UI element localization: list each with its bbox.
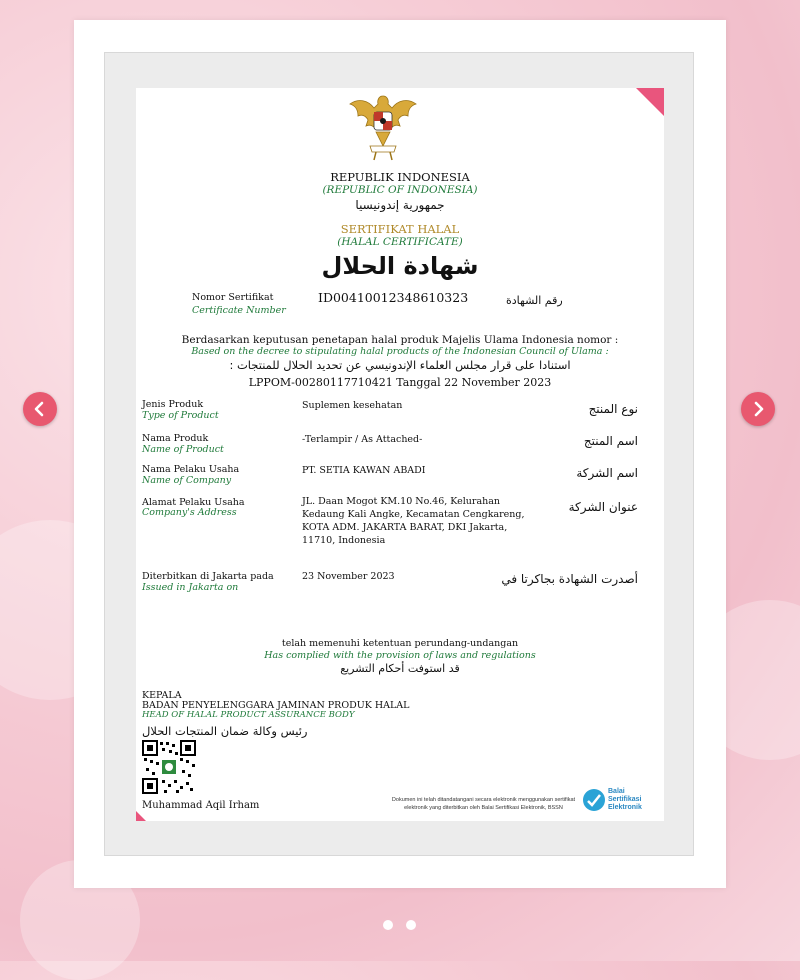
company-address-label-en: Company's Address	[142, 507, 237, 518]
company-name-value: PT. SETIA KAWAN ABADI	[302, 465, 426, 476]
signatory-name: Muhammad Aqil Irham	[142, 800, 260, 811]
issued-label-ar: أصدرت الشهادة بجاكرتا في	[501, 572, 638, 586]
company-address-label: Alamat Pelaku Usaha	[142, 497, 245, 508]
certificate-title: SERTIFIKAT HALAL	[340, 222, 460, 236]
e-sign-line: Dokumen ini telah ditandatangani secara elektronik menggunakan sertifikat	[391, 797, 576, 803]
product-type-label: Jenis Produk	[142, 399, 204, 410]
certificate-number-label-ar: رقم الشهادة	[506, 294, 563, 307]
issued-label-en: Issued in Jakarta on	[142, 582, 239, 593]
head-title: KEPALA	[142, 690, 182, 701]
compliance-text-en: Has complied with the provision of laws and regulations	[264, 650, 536, 661]
agency-name-ar: رئيس وكالة ضمان المنتجات الحلال	[142, 724, 308, 738]
decree-text-en: Based on the decree to stipulating halal products of the Indonesian Council of Ulama :	[191, 346, 609, 357]
halal-certificate	[136, 88, 664, 821]
country-name: REPUBLIK INDONESIA	[330, 170, 470, 184]
address-line: JL. Daan Mogot KM.10 No.46, Kelurahan	[302, 496, 501, 507]
product-type-value: Suplemen kesehatan	[302, 400, 403, 411]
company-address-label-ar: عنوان الشركة	[568, 500, 638, 514]
agency-name-en: HEAD OF HALAL PRODUCT ASSURANCE BODY	[142, 710, 355, 720]
product-type-label-en: Type of Product	[142, 410, 219, 421]
certificate-title-ar: شهادة الحلال	[321, 252, 479, 280]
country-name-ar: جمهورية إندونيسيا	[355, 198, 445, 212]
bsre-logo-icon	[582, 788, 606, 812]
certificate-title-en: (HALAL CERTIFICATE)	[337, 236, 463, 248]
bsre-line: Sertifikasi	[608, 796, 642, 803]
bsre-line: Balai	[608, 788, 625, 795]
address-line: KOTA ADM. JAKARTA BARAT, DKI Jakarta,	[302, 522, 508, 533]
issued-date: 23 November 2023	[302, 571, 395, 582]
compliance-text: telah memenuhi ketentuan perundang-undangan	[281, 638, 519, 649]
carousel-dot[interactable]	[383, 920, 393, 930]
agency-name: BADAN PENYELENGGARA JAMINAN PRODUK HALAL	[142, 700, 410, 711]
address-line: 11710, Indonesia	[302, 535, 386, 546]
issued-label: Diterbitkan di Jakarta pada	[142, 571, 274, 582]
garuda-emblem-icon	[348, 90, 418, 162]
e-sign-notice	[386, 796, 581, 812]
decree-text-ar: استنادا على قرار مجلس العلماء الإندونيسي عن تحديد الحلال للمنتجات :	[229, 358, 571, 372]
e-sign-line: elektronik yang diterbitkan oleh Balai Sertifikasi Elektronik, BSSN	[404, 805, 563, 811]
corner-ribbon	[136, 811, 146, 821]
certificate-number-label: Nomor Sertifikat	[192, 292, 274, 303]
qr-code-icon	[142, 740, 196, 794]
country-name-en: (REPUBLIC OF INDONESIA)	[322, 184, 478, 196]
certificate-number: ID00410012348610323	[318, 290, 469, 305]
chevron-left-icon	[32, 401, 48, 417]
address-line: Kedaung Kali Angke, Kecamatan Cengkareng,	[302, 509, 525, 520]
decree-reference: LPPOM-00280117710421 Tanggal 22 November 2023	[248, 376, 552, 389]
chevron-right-icon	[750, 401, 766, 417]
carousel-next-button[interactable]	[741, 392, 775, 426]
product-name-label-ar: اسم المنتج	[583, 434, 638, 448]
company-name-label-en: Name of Company	[142, 475, 232, 486]
compliance-text-ar: قد استوفت أحكام التشريع	[340, 662, 460, 675]
product-name-label: Nama Produk	[142, 433, 209, 444]
bsre-logo-text	[608, 788, 642, 812]
certificate-number-label-en: Certificate Number	[192, 305, 286, 316]
product-name-label-en: Name of Product	[142, 444, 224, 455]
bsre-line: Elektronik	[608, 804, 642, 811]
company-address-value	[302, 495, 525, 547]
corner-ribbon	[636, 88, 664, 116]
product-type-label-ar: نوع المنتج	[588, 402, 638, 416]
carousel-prev-button[interactable]	[23, 392, 57, 426]
company-name-label-ar: اسم الشركة	[576, 466, 638, 480]
company-name-label: Nama Pelaku Usaha	[142, 464, 240, 475]
decree-text: Berdasarkan keputusan penetapan halal produk Majelis Ulama Indonesia nomor :	[181, 334, 619, 346]
carousel-dot[interactable]	[406, 920, 416, 930]
product-name-value: -Terlampir / As Attached-	[302, 434, 423, 445]
